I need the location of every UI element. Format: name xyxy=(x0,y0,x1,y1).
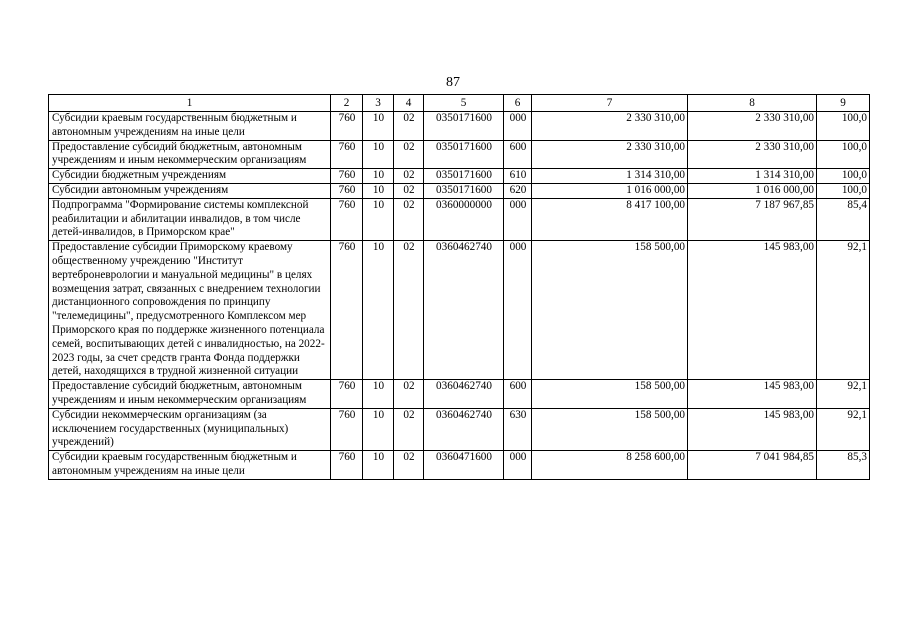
row-code-4: 02 xyxy=(394,140,424,169)
row-amount-8: 145 983,00 xyxy=(688,408,817,450)
row-code-6: 000 xyxy=(504,198,532,240)
row-code-2: 760 xyxy=(331,408,363,450)
row-code-5: 0360462740 xyxy=(424,241,504,380)
row-amount-7: 158 500,00 xyxy=(532,380,688,409)
row-amount-8: 2 330 310,00 xyxy=(688,140,817,169)
row-amount-8: 145 983,00 xyxy=(688,241,817,380)
table-row xyxy=(49,241,870,380)
row-code-3: 10 xyxy=(363,408,394,450)
column-header-9: 9 xyxy=(817,95,870,112)
row-code-4: 02 xyxy=(394,241,424,380)
row-code-5: 0350171600 xyxy=(424,112,504,141)
row-code-4: 02 xyxy=(394,451,424,480)
row-code-6: 600 xyxy=(504,380,532,409)
row-amount-8: 145 983,00 xyxy=(688,380,817,409)
table-row xyxy=(49,169,870,184)
page-number: 87 xyxy=(446,75,460,90)
column-header-3: 3 xyxy=(363,95,394,112)
row-code-5: 0350171600 xyxy=(424,169,504,184)
table-row xyxy=(49,380,870,409)
row-code-5: 0360462740 xyxy=(424,380,504,409)
row-code-5: 0360000000 xyxy=(424,198,504,240)
column-header-5: 5 xyxy=(424,95,504,112)
row-name: Субсидии бюджетным учреждениям xyxy=(49,169,331,184)
column-header-1: 1 xyxy=(49,95,331,112)
row-amount-7: 1 016 000,00 xyxy=(532,183,688,198)
row-code-4: 02 xyxy=(394,198,424,240)
row-code-3: 10 xyxy=(363,241,394,380)
row-name: Субсидии краевым государственным бюджетным и автономным учреждениям на иные цели xyxy=(49,112,331,141)
row-amount-7: 158 500,00 xyxy=(532,408,688,450)
row-percent-9: 92,1 xyxy=(817,380,870,409)
row-code-6: 000 xyxy=(504,241,532,380)
row-code-6: 630 xyxy=(504,408,532,450)
row-code-5: 0360462740 xyxy=(424,408,504,450)
row-code-2: 760 xyxy=(331,140,363,169)
row-code-6: 600 xyxy=(504,140,532,169)
row-percent-9: 85,4 xyxy=(817,198,870,240)
row-code-5: 0350171600 xyxy=(424,183,504,198)
row-name: Субсидии краевым государственным бюджетным и автономным учреждениям на иные цели xyxy=(49,451,331,480)
row-code-3: 10 xyxy=(363,169,394,184)
row-code-3: 10 xyxy=(363,380,394,409)
column-header-8: 8 xyxy=(688,95,817,112)
row-name: Субсидии автономным учреждениям xyxy=(49,183,331,198)
row-amount-7: 8 258 600,00 xyxy=(532,451,688,480)
row-percent-9: 92,1 xyxy=(817,241,870,380)
row-amount-7: 2 330 310,00 xyxy=(532,112,688,141)
row-code-2: 760 xyxy=(331,451,363,480)
row-amount-7: 8 417 100,00 xyxy=(532,198,688,240)
row-code-4: 02 xyxy=(394,408,424,450)
row-code-6: 610 xyxy=(504,169,532,184)
row-name: Предоставление субсидии Приморскому краевому общественному учреждению "Институт вертеброневрологии и мануальной медицины" в целях возмещения затрат, связанных с внедрением технологии дистанционного сопровождения по принципу "телемедицины", предусмотренного Комплексом мер Приморского края по поддержке жизненного потенциала семей, воспитывающих детей с инвалидностью, на 2022-2023 годы, за счет средств гранта Фонда поддержки детей, находящихся в трудной жизненной ситуации xyxy=(49,241,331,380)
row-percent-9: 85,3 xyxy=(817,451,870,480)
row-code-3: 10 xyxy=(363,112,394,141)
row-percent-9: 100,0 xyxy=(817,169,870,184)
column-header-4: 4 xyxy=(394,95,424,112)
row-code-4: 02 xyxy=(394,380,424,409)
row-percent-9: 100,0 xyxy=(817,112,870,141)
row-percent-9: 92,1 xyxy=(817,408,870,450)
row-amount-8: 7 187 967,85 xyxy=(688,198,817,240)
table-row xyxy=(49,183,870,198)
row-code-2: 760 xyxy=(331,241,363,380)
row-code-3: 10 xyxy=(363,140,394,169)
row-percent-9: 100,0 xyxy=(817,183,870,198)
row-amount-8: 1 016 000,00 xyxy=(688,183,817,198)
row-code-6: 000 xyxy=(504,451,532,480)
row-name: Подпрограмма "Формирование системы комплексной реабилитации и абилитации инвалидов, в том числе детей-инвалидов, в Приморском крае" xyxy=(49,198,331,240)
header-row xyxy=(49,95,870,112)
row-name: Предоставление субсидий бюджетным, автономным учреждениям и иным некоммерческим организациям xyxy=(49,140,331,169)
row-amount-8: 7 041 984,85 xyxy=(688,451,817,480)
row-code-2: 760 xyxy=(331,380,363,409)
row-code-2: 760 xyxy=(331,112,363,141)
row-amount-7: 2 330 310,00 xyxy=(532,140,688,169)
row-code-6: 000 xyxy=(504,112,532,141)
row-code-6: 620 xyxy=(504,183,532,198)
row-code-4: 02 xyxy=(394,169,424,184)
row-code-5: 0360471600 xyxy=(424,451,504,480)
row-amount-7: 1 314 310,00 xyxy=(532,169,688,184)
table-row xyxy=(49,408,870,450)
row-code-4: 02 xyxy=(394,183,424,198)
row-code-2: 760 xyxy=(331,169,363,184)
column-header-2: 2 xyxy=(331,95,363,112)
row-code-5: 0350171600 xyxy=(424,140,504,169)
row-amount-8: 2 330 310,00 xyxy=(688,112,817,141)
row-code-3: 10 xyxy=(363,198,394,240)
row-amount-7: 158 500,00 xyxy=(532,241,688,380)
budget-table xyxy=(48,94,870,480)
row-code-3: 10 xyxy=(363,183,394,198)
column-header-6: 6 xyxy=(504,95,532,112)
row-code-2: 760 xyxy=(331,183,363,198)
column-header-7: 7 xyxy=(532,95,688,112)
row-amount-8: 1 314 310,00 xyxy=(688,169,817,184)
table-row xyxy=(49,140,870,169)
row-code-3: 10 xyxy=(363,451,394,480)
row-percent-9: 100,0 xyxy=(817,140,870,169)
row-code-2: 760 xyxy=(331,198,363,240)
row-code-4: 02 xyxy=(394,112,424,141)
table-row xyxy=(49,451,870,480)
table-row xyxy=(49,198,870,240)
row-name: Субсидии некоммерческим организациям (за исключением государственных (муниципальных) учреждений) xyxy=(49,408,331,450)
table-row xyxy=(49,112,870,141)
row-name: Предоставление субсидий бюджетным, автономным учреждениям и иным некоммерческим организациям xyxy=(49,380,331,409)
